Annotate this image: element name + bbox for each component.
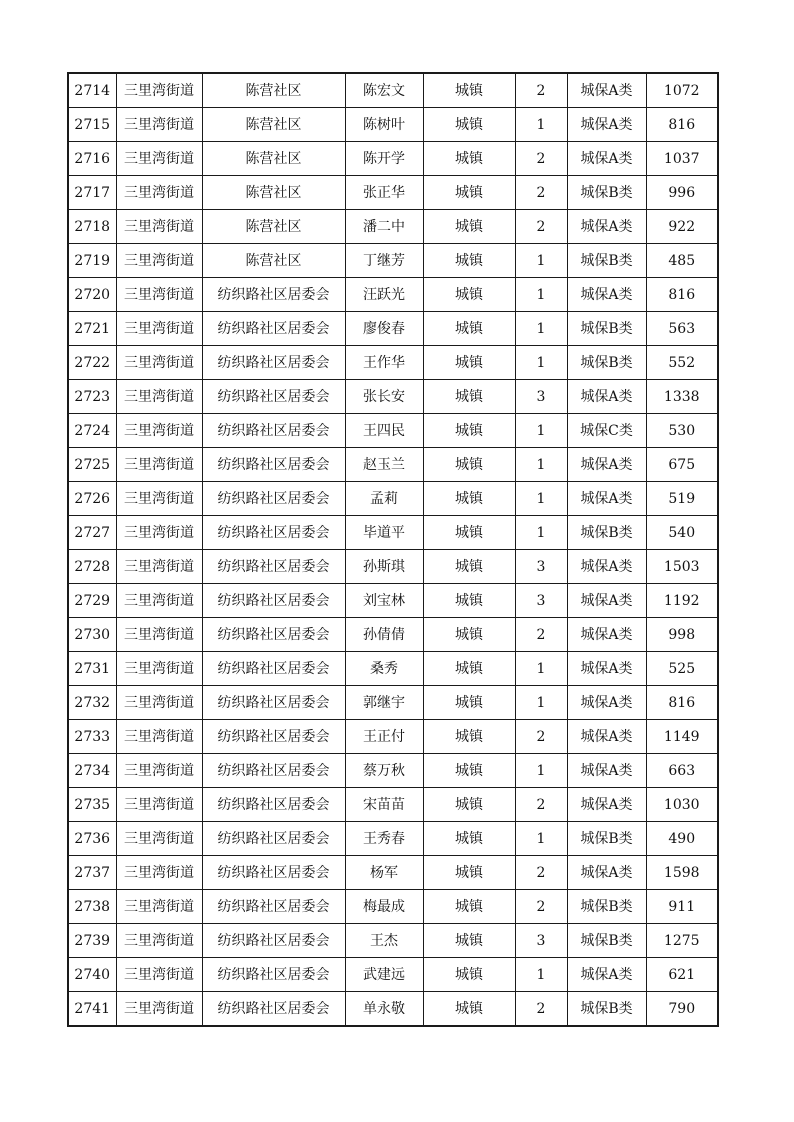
household-count-cell: 2 — [515, 176, 567, 210]
person-name-cell: 王正付 — [345, 720, 423, 754]
insurance-category-cell: 城保A类 — [567, 380, 646, 414]
amount-value-cell: 1503 — [646, 550, 718, 584]
household-count-cell: 2 — [515, 142, 567, 176]
table-row — [68, 924, 718, 958]
table-row — [68, 176, 718, 210]
person-name-cell: 杨军 — [345, 856, 423, 890]
amount-value-cell: 1598 — [646, 856, 718, 890]
community-name-cell: 纺织路社区居委会 — [202, 516, 345, 550]
record-number-cell: 2718 — [68, 210, 116, 244]
community-name-cell: 陈营社区 — [202, 244, 345, 278]
person-name-cell: 单永敬 — [345, 992, 423, 1027]
table-row — [68, 822, 718, 856]
record-number-cell: 2715 — [68, 108, 116, 142]
person-name-cell: 毕道平 — [345, 516, 423, 550]
record-number-cell: 2720 — [68, 278, 116, 312]
amount-value-cell: 1037 — [646, 142, 718, 176]
person-name-cell: 王作华 — [345, 346, 423, 380]
street-name-cell: 三里湾街道 — [116, 992, 202, 1027]
household-count-cell: 3 — [515, 550, 567, 584]
table-row — [68, 992, 718, 1027]
insurance-category-cell: 城保B类 — [567, 516, 646, 550]
amount-value-cell: 525 — [646, 652, 718, 686]
street-name-cell: 三里湾街道 — [116, 720, 202, 754]
area-type-cell: 城镇 — [423, 550, 515, 584]
amount-value-cell: 998 — [646, 618, 718, 652]
household-count-cell: 3 — [515, 584, 567, 618]
amount-value-cell: 552 — [646, 346, 718, 380]
area-type-cell: 城镇 — [423, 958, 515, 992]
community-name-cell: 纺织路社区居委会 — [202, 720, 345, 754]
household-count-cell: 1 — [515, 346, 567, 380]
household-count-cell: 2 — [515, 788, 567, 822]
table-row — [68, 652, 718, 686]
record-number-cell: 2737 — [68, 856, 116, 890]
insurance-category-cell: 城保A类 — [567, 482, 646, 516]
table-row — [68, 108, 718, 142]
area-type-cell: 城镇 — [423, 380, 515, 414]
person-name-cell: 刘宝林 — [345, 584, 423, 618]
record-number-cell: 2733 — [68, 720, 116, 754]
community-name-cell: 纺织路社区居委会 — [202, 346, 345, 380]
area-type-cell: 城镇 — [423, 244, 515, 278]
street-name-cell: 三里湾街道 — [116, 312, 202, 346]
household-count-cell: 1 — [515, 686, 567, 720]
record-number-cell: 2731 — [68, 652, 116, 686]
record-number-cell: 2738 — [68, 890, 116, 924]
area-type-cell: 城镇 — [423, 516, 515, 550]
record-number-cell: 2719 — [68, 244, 116, 278]
insurance-category-cell: 城保B类 — [567, 176, 646, 210]
amount-value-cell: 996 — [646, 176, 718, 210]
insurance-category-cell: 城保A类 — [567, 720, 646, 754]
person-name-cell: 张长安 — [345, 380, 423, 414]
table-row — [68, 210, 718, 244]
street-name-cell: 三里湾街道 — [116, 448, 202, 482]
amount-value-cell: 621 — [646, 958, 718, 992]
community-name-cell: 纺织路社区居委会 — [202, 380, 345, 414]
street-name-cell: 三里湾街道 — [116, 618, 202, 652]
household-count-cell: 2 — [515, 992, 567, 1027]
household-count-cell: 3 — [515, 380, 567, 414]
record-number-cell: 2736 — [68, 822, 116, 856]
area-type-cell: 城镇 — [423, 720, 515, 754]
street-name-cell: 三里湾街道 — [116, 958, 202, 992]
table-row — [68, 414, 718, 448]
record-number-cell: 2726 — [68, 482, 116, 516]
insurance-category-cell: 城保C类 — [567, 414, 646, 448]
record-number-cell: 2727 — [68, 516, 116, 550]
street-name-cell: 三里湾街道 — [116, 924, 202, 958]
amount-value-cell: 490 — [646, 822, 718, 856]
street-name-cell: 三里湾街道 — [116, 516, 202, 550]
community-name-cell: 陈营社区 — [202, 176, 345, 210]
street-name-cell: 三里湾街道 — [116, 108, 202, 142]
insurance-category-cell: 城保B类 — [567, 244, 646, 278]
area-type-cell: 城镇 — [423, 686, 515, 720]
community-name-cell: 纺织路社区居委会 — [202, 312, 345, 346]
household-count-cell: 1 — [515, 958, 567, 992]
community-name-cell: 纺织路社区居委会 — [202, 924, 345, 958]
person-name-cell: 王四民 — [345, 414, 423, 448]
community-name-cell: 纺织路社区居委会 — [202, 992, 345, 1027]
table-row — [68, 618, 718, 652]
community-name-cell: 纺织路社区居委会 — [202, 618, 345, 652]
community-name-cell: 纺织路社区居委会 — [202, 414, 345, 448]
area-type-cell: 城镇 — [423, 176, 515, 210]
community-name-cell: 纺织路社区居委会 — [202, 482, 345, 516]
insurance-category-cell: 城保B类 — [567, 822, 646, 856]
amount-value-cell: 675 — [646, 448, 718, 482]
community-name-cell: 陈营社区 — [202, 108, 345, 142]
record-number-cell: 2734 — [68, 754, 116, 788]
table-row — [68, 346, 718, 380]
household-count-cell: 1 — [515, 448, 567, 482]
amount-value-cell: 816 — [646, 686, 718, 720]
street-name-cell: 三里湾街道 — [116, 414, 202, 448]
amount-value-cell: 1275 — [646, 924, 718, 958]
amount-value-cell: 790 — [646, 992, 718, 1027]
household-count-cell: 2 — [515, 856, 567, 890]
street-name-cell: 三里湾街道 — [116, 346, 202, 380]
record-number-cell: 2741 — [68, 992, 116, 1027]
insurance-category-cell: 城保A类 — [567, 448, 646, 482]
community-name-cell: 纺织路社区居委会 — [202, 652, 345, 686]
area-type-cell: 城镇 — [423, 73, 515, 108]
household-count-cell: 1 — [515, 516, 567, 550]
street-name-cell: 三里湾街道 — [116, 482, 202, 516]
record-number-cell: 2725 — [68, 448, 116, 482]
street-name-cell: 三里湾街道 — [116, 584, 202, 618]
table-row — [68, 448, 718, 482]
insurance-category-cell: 城保A类 — [567, 278, 646, 312]
record-number-cell: 2739 — [68, 924, 116, 958]
household-count-cell: 2 — [515, 73, 567, 108]
area-type-cell: 城镇 — [423, 822, 515, 856]
amount-value-cell: 663 — [646, 754, 718, 788]
person-name-cell: 桑秀 — [345, 652, 423, 686]
area-type-cell: 城镇 — [423, 788, 515, 822]
insurance-category-cell: 城保B类 — [567, 890, 646, 924]
amount-value-cell: 1149 — [646, 720, 718, 754]
street-name-cell: 三里湾街道 — [116, 686, 202, 720]
amount-value-cell: 816 — [646, 108, 718, 142]
area-type-cell: 城镇 — [423, 210, 515, 244]
table-row — [68, 550, 718, 584]
table-row — [68, 482, 718, 516]
table-row — [68, 958, 718, 992]
insurance-category-cell: 城保A类 — [567, 210, 646, 244]
record-number-cell: 2732 — [68, 686, 116, 720]
community-name-cell: 纺织路社区居委会 — [202, 958, 345, 992]
amount-value-cell: 1338 — [646, 380, 718, 414]
street-name-cell: 三里湾街道 — [116, 176, 202, 210]
table-row — [68, 278, 718, 312]
table-row — [68, 516, 718, 550]
household-count-cell: 1 — [515, 312, 567, 346]
table-row — [68, 754, 718, 788]
area-type-cell: 城镇 — [423, 890, 515, 924]
person-name-cell: 丁继芳 — [345, 244, 423, 278]
record-number-cell: 2723 — [68, 380, 116, 414]
street-name-cell: 三里湾街道 — [116, 210, 202, 244]
record-number-cell: 2717 — [68, 176, 116, 210]
person-name-cell: 孙斯琪 — [345, 550, 423, 584]
area-type-cell: 城镇 — [423, 754, 515, 788]
street-name-cell: 三里湾街道 — [116, 142, 202, 176]
household-count-cell: 2 — [515, 890, 567, 924]
street-name-cell: 三里湾街道 — [116, 244, 202, 278]
area-type-cell: 城镇 — [423, 108, 515, 142]
community-name-cell: 陈营社区 — [202, 210, 345, 244]
amount-value-cell: 563 — [646, 312, 718, 346]
insurance-category-cell: 城保B类 — [567, 312, 646, 346]
insurance-category-cell: 城保A类 — [567, 142, 646, 176]
person-name-cell: 宋苗苗 — [345, 788, 423, 822]
person-name-cell: 孟莉 — [345, 482, 423, 516]
records-table — [67, 72, 719, 1027]
insurance-category-cell: 城保B类 — [567, 924, 646, 958]
record-number-cell: 2730 — [68, 618, 116, 652]
table-row — [68, 73, 718, 108]
household-count-cell: 1 — [515, 244, 567, 278]
insurance-category-cell: 城保A类 — [567, 550, 646, 584]
community-name-cell: 纺织路社区居委会 — [202, 890, 345, 924]
person-name-cell: 梅最成 — [345, 890, 423, 924]
area-type-cell: 城镇 — [423, 924, 515, 958]
community-name-cell: 纺织路社区居委会 — [202, 822, 345, 856]
amount-value-cell: 1030 — [646, 788, 718, 822]
area-type-cell: 城镇 — [423, 618, 515, 652]
area-type-cell: 城镇 — [423, 482, 515, 516]
insurance-category-cell: 城保A类 — [567, 686, 646, 720]
household-count-cell: 1 — [515, 414, 567, 448]
street-name-cell: 三里湾街道 — [116, 380, 202, 414]
amount-value-cell: 530 — [646, 414, 718, 448]
amount-value-cell: 1072 — [646, 73, 718, 108]
amount-value-cell: 922 — [646, 210, 718, 244]
insurance-category-cell: 城保B类 — [567, 992, 646, 1027]
person-name-cell: 张正华 — [345, 176, 423, 210]
table-row — [68, 312, 718, 346]
person-name-cell: 陈树叶 — [345, 108, 423, 142]
community-name-cell: 陈营社区 — [202, 73, 345, 108]
record-number-cell: 2716 — [68, 142, 116, 176]
household-count-cell: 1 — [515, 754, 567, 788]
area-type-cell: 城镇 — [423, 414, 515, 448]
street-name-cell: 三里湾街道 — [116, 278, 202, 312]
street-name-cell: 三里湾街道 — [116, 652, 202, 686]
household-count-cell: 1 — [515, 108, 567, 142]
table-body — [68, 73, 718, 1026]
area-type-cell: 城镇 — [423, 652, 515, 686]
record-number-cell: 2722 — [68, 346, 116, 380]
record-number-cell: 2714 — [68, 73, 116, 108]
insurance-category-cell: 城保A类 — [567, 958, 646, 992]
person-name-cell: 陈宏文 — [345, 73, 423, 108]
person-name-cell: 潘二中 — [345, 210, 423, 244]
community-name-cell: 纺织路社区居委会 — [202, 856, 345, 890]
table-row — [68, 890, 718, 924]
insurance-category-cell: 城保A类 — [567, 754, 646, 788]
street-name-cell: 三里湾街道 — [116, 754, 202, 788]
person-name-cell: 郭继宇 — [345, 686, 423, 720]
area-type-cell: 城镇 — [423, 312, 515, 346]
community-name-cell: 纺织路社区居委会 — [202, 686, 345, 720]
record-number-cell: 2729 — [68, 584, 116, 618]
street-name-cell: 三里湾街道 — [116, 856, 202, 890]
street-name-cell: 三里湾街道 — [116, 550, 202, 584]
record-number-cell: 2724 — [68, 414, 116, 448]
person-name-cell: 王秀春 — [345, 822, 423, 856]
person-name-cell: 汪跃光 — [345, 278, 423, 312]
street-name-cell: 三里湾街道 — [116, 788, 202, 822]
street-name-cell: 三里湾街道 — [116, 73, 202, 108]
household-count-cell: 2 — [515, 720, 567, 754]
area-type-cell: 城镇 — [423, 856, 515, 890]
insurance-category-cell: 城保A类 — [567, 584, 646, 618]
street-name-cell: 三里湾街道 — [116, 890, 202, 924]
community-name-cell: 纺织路社区居委会 — [202, 278, 345, 312]
record-number-cell: 2728 — [68, 550, 116, 584]
amount-value-cell: 485 — [646, 244, 718, 278]
insurance-category-cell: 城保A类 — [567, 73, 646, 108]
street-name-cell: 三里湾街道 — [116, 822, 202, 856]
household-count-cell: 2 — [515, 210, 567, 244]
community-name-cell: 陈营社区 — [202, 142, 345, 176]
amount-value-cell: 1192 — [646, 584, 718, 618]
table-row — [68, 720, 718, 754]
amount-value-cell: 540 — [646, 516, 718, 550]
insurance-category-cell: 城保A类 — [567, 652, 646, 686]
person-name-cell: 赵玉兰 — [345, 448, 423, 482]
table-row — [68, 380, 718, 414]
person-name-cell: 武建远 — [345, 958, 423, 992]
record-number-cell: 2740 — [68, 958, 116, 992]
amount-value-cell: 911 — [646, 890, 718, 924]
insurance-category-cell: 城保A类 — [567, 856, 646, 890]
community-name-cell: 纺织路社区居委会 — [202, 788, 345, 822]
amount-value-cell: 816 — [646, 278, 718, 312]
community-name-cell: 纺织路社区居委会 — [202, 754, 345, 788]
person-name-cell: 陈开学 — [345, 142, 423, 176]
insurance-category-cell: 城保B类 — [567, 346, 646, 380]
insurance-category-cell: 城保A类 — [567, 788, 646, 822]
area-type-cell: 城镇 — [423, 584, 515, 618]
area-type-cell: 城镇 — [423, 142, 515, 176]
household-count-cell: 3 — [515, 924, 567, 958]
area-type-cell: 城镇 — [423, 278, 515, 312]
table-row — [68, 244, 718, 278]
table-row — [68, 856, 718, 890]
area-type-cell: 城镇 — [423, 992, 515, 1027]
table-row — [68, 686, 718, 720]
household-count-cell: 2 — [515, 618, 567, 652]
community-name-cell: 纺织路社区居委会 — [202, 448, 345, 482]
person-name-cell: 蔡万秋 — [345, 754, 423, 788]
household-count-cell: 1 — [515, 652, 567, 686]
insurance-category-cell: 城保A类 — [567, 618, 646, 652]
household-count-cell: 1 — [515, 482, 567, 516]
community-name-cell: 纺织路社区居委会 — [202, 550, 345, 584]
household-count-cell: 1 — [515, 278, 567, 312]
record-number-cell: 2735 — [68, 788, 116, 822]
table-row — [68, 788, 718, 822]
person-name-cell: 王杰 — [345, 924, 423, 958]
amount-value-cell: 519 — [646, 482, 718, 516]
table-row — [68, 142, 718, 176]
area-type-cell: 城镇 — [423, 448, 515, 482]
community-name-cell: 纺织路社区居委会 — [202, 584, 345, 618]
area-type-cell: 城镇 — [423, 346, 515, 380]
insurance-category-cell: 城保A类 — [567, 108, 646, 142]
table-row — [68, 584, 718, 618]
person-name-cell: 廖俊春 — [345, 312, 423, 346]
household-count-cell: 1 — [515, 822, 567, 856]
record-number-cell: 2721 — [68, 312, 116, 346]
person-name-cell: 孙倩倩 — [345, 618, 423, 652]
